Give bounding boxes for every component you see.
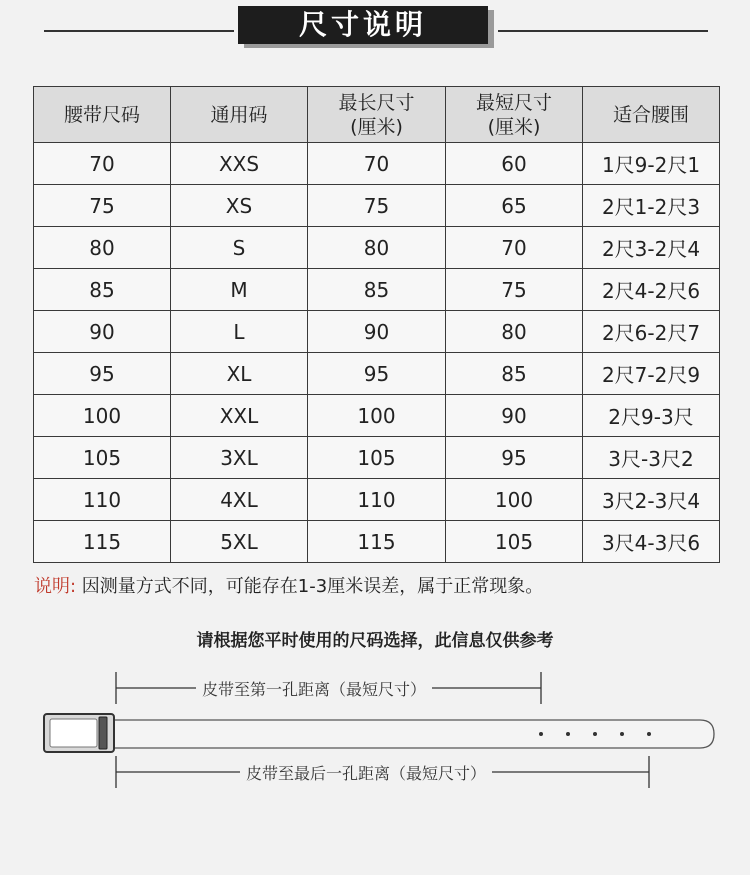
table-row (34, 479, 720, 521)
table-cell: XS (171, 185, 308, 227)
table-cell: 4XL (171, 479, 308, 521)
table-cell: 100 (308, 395, 446, 437)
note (34, 572, 543, 598)
table-cell: 85 (446, 353, 583, 395)
column-header (171, 87, 308, 143)
column-header-line1: 最短尺寸 (475, 91, 552, 114)
table-cell: 3尺2-3尺4 (583, 479, 720, 521)
belt-hole-3 (593, 732, 597, 736)
belt-hole-1 (539, 732, 543, 736)
table-cell: 3尺-3尺2 (583, 437, 720, 479)
note-label: 说明: (34, 576, 77, 597)
column-header (446, 87, 583, 143)
table-cell: 90 (308, 311, 446, 353)
table-row (34, 227, 720, 269)
reference-hint: 请根据您平时使用的尺码选择，此信息仅供参考 (196, 631, 554, 651)
column-header (308, 87, 446, 143)
table-cell: 80 (446, 311, 583, 353)
table-row (34, 185, 720, 227)
table-row (34, 311, 720, 353)
table-cell: 100 (34, 395, 171, 437)
table-cell: 70 (34, 143, 171, 185)
table-cell: 95 (308, 353, 446, 395)
belt-diagram (0, 660, 750, 800)
table-cell: 95 (34, 353, 171, 395)
table-cell: S (171, 227, 308, 269)
table-cell: L (171, 311, 308, 353)
table-header-row (34, 87, 720, 143)
table-cell: 2尺4-2尺6 (583, 269, 720, 311)
column-header-line1: 适合腰围 (612, 103, 689, 126)
table-cell: 75 (308, 185, 446, 227)
title-divider-left (44, 30, 234, 32)
table-cell: XXL (171, 395, 308, 437)
column-header-line1: 最长尺寸 (338, 91, 415, 114)
note-text: 因测量方式不同，可能存在1-3厘米误差，属于正常现象。 (76, 576, 544, 597)
table-cell: M (171, 269, 308, 311)
column-header-line1: 通用码 (210, 103, 268, 126)
table-cell: 65 (446, 185, 583, 227)
table-cell: 60 (446, 143, 583, 185)
belt-hole-5 (647, 732, 651, 736)
table-cell: 100 (446, 479, 583, 521)
table-cell: XL (171, 353, 308, 395)
belt-hole-2 (566, 732, 570, 736)
table-cell: 80 (308, 227, 446, 269)
table-cell: 70 (446, 227, 583, 269)
table-cell: 115 (34, 521, 171, 563)
table-cell: 90 (34, 311, 171, 353)
table-row (34, 353, 720, 395)
table-cell: 105 (34, 437, 171, 479)
table-cell: 80 (34, 227, 171, 269)
bottom-dim-label: 皮带至最后一孔距离（最短尺寸） (240, 761, 492, 784)
table-row (34, 521, 720, 563)
table-row (34, 143, 720, 185)
table-row (34, 395, 720, 437)
table-cell: 70 (308, 143, 446, 185)
page-title: 尺寸说明 (238, 6, 488, 44)
table-cell: 110 (34, 479, 171, 521)
top-dim-label: 皮带至第一孔距离（最短尺寸） (196, 677, 432, 700)
table-cell: 95 (446, 437, 583, 479)
table-cell: 110 (308, 479, 446, 521)
size-table (33, 86, 720, 563)
table-body (34, 143, 720, 563)
table-cell: XXS (171, 143, 308, 185)
table-cell: 75 (446, 269, 583, 311)
table-cell: 90 (446, 395, 583, 437)
table-cell: 115 (308, 521, 446, 563)
buckle-inner (50, 719, 97, 747)
table-cell: 2尺9-3尺 (583, 395, 720, 437)
column-header-line2: (厘米) (487, 115, 541, 138)
table-cell: 75 (34, 185, 171, 227)
table-cell: 2尺6-2尺7 (583, 311, 720, 353)
table-cell: 2尺3-2尺4 (583, 227, 720, 269)
column-header (34, 87, 171, 143)
table-cell: 105 (308, 437, 446, 479)
table-row (34, 269, 720, 311)
table-cell: 2尺1-2尺3 (583, 185, 720, 227)
title-divider-right (498, 30, 708, 32)
title-banner (0, 6, 750, 46)
column-header-line2: (厘米) (350, 115, 403, 138)
table-cell: 1尺9-2尺1 (583, 143, 720, 185)
buckle-bar (99, 717, 107, 749)
column-header (583, 87, 720, 143)
table-cell: 3XL (171, 437, 308, 479)
belt-hole-4 (620, 732, 624, 736)
table-cell: 3尺4-3尺6 (583, 521, 720, 563)
table-cell: 5XL (171, 521, 308, 563)
table-cell: 105 (446, 521, 583, 563)
table-cell: 85 (34, 269, 171, 311)
table-row (34, 437, 720, 479)
table-cell: 85 (308, 269, 446, 311)
table-cell: 2尺7-2尺9 (583, 353, 720, 395)
column-header-line1: 腰带尺码 (63, 103, 140, 126)
